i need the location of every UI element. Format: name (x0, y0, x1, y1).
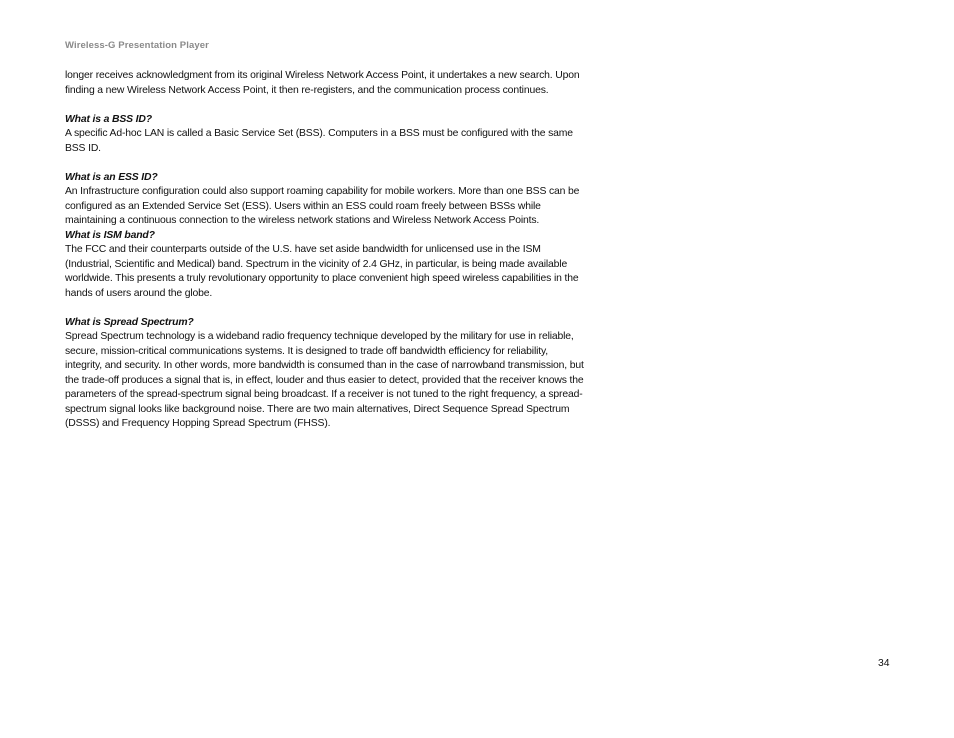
spread-spectrum-heading: What is Spread Spectrum? (65, 316, 194, 328)
spread-spectrum-paragraph: Spread Spectrum technology is a wideband radio frequency technique developed by the military for use in reliable, secure, mission-critical communications systems. It is designed to trade off bandwidth efficiency for reliability, integrity, and security. In other words, more bandwidth is consumed than in the case of narrowband transmission, but the trade-off produces a signal that is, in effect, louder and thus easier to detect, provided that the receiver knows the parameters of the spread-spectrum signal being broadcast. If a receiver is not tuned to the right frequency, a spread-spectrum signal looks like background noise. There are two main alternatives, Direct Sequence Spread Spectrum (DSSS) and Frequency Hopping Spread Spectrum (FHSS). (65, 331, 584, 429)
running-header: Wireless-G Presentation Player (65, 40, 209, 51)
bss-paragraph: A specific Ad-hoc LAN is called a Basic Service Set (BSS). Computers in a BSS must be configured with the same BSS ID. (65, 128, 573, 154)
ess-heading: What is an ESS ID? (65, 171, 158, 183)
ism-heading: What is ISM band? (65, 229, 155, 241)
bss-heading: What is a BSS ID? (65, 113, 152, 125)
spacer (65, 301, 587, 316)
spacer (65, 98, 587, 113)
document-body (65, 69, 587, 432)
spacer (65, 156, 587, 171)
intro-paragraph: longer receives acknowledgment from its original Wireless Network Access Point, it undertakes a new search. Upon finding a new Wireless Network Access Point, it then re-registers, and the communication process continues. (65, 70, 580, 96)
ism-paragraph: The FCC and their counterparts outside of the U.S. have set aside bandwidth for unlicensed use in the ISM (Industrial, Scientific and Medical) band. Spectrum in the vicinity of 2.4 GHz, in particular, is being made available worldwide. This presents a truly revolutionary opportunity to place convenient high speed wireless capabilities in the hands of users around the globe. (65, 244, 579, 299)
ess-paragraph: An Infrastructure configuration could also support roaming capability for mobile workers. More than one BSS can be configured as an Extended Service Set (ESS). Users within an ESS could roam freely between BSSs while maintaining a continuous connection to the wireless network stations and Wireless Network Access Points. (65, 186, 580, 226)
page-number: 34 (878, 658, 890, 669)
